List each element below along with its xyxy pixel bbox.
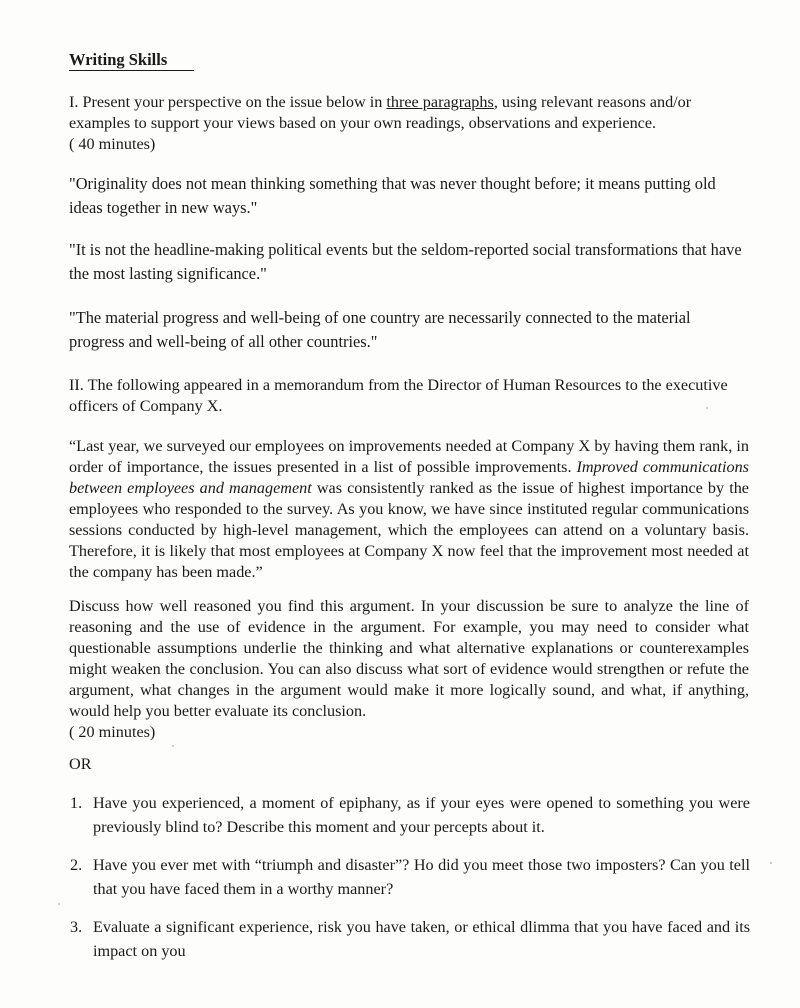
list-item-text: Evaluate a significant experience, risk you have taken, or ethical dlimma that you have faced and its impact on you: [93, 918, 750, 960]
scan-speck: [770, 862, 772, 864]
issue-quote-1: "Originality does not mean thinking something that was never thought before; it means putting old ideas together in new ways.": [69, 174, 716, 217]
memo-paragraph: [69, 436, 749, 583]
section1-intro-pre: I. Present your perspective on the issue below in: [69, 93, 387, 111]
scan-speck: [706, 407, 708, 409]
section2-time: ( 20 minutes): [69, 723, 156, 741]
section2-intro: II. The following appeared in a memorandum from the Director of Human Resources to the executive officers of Company X.: [69, 376, 728, 415]
scan-speck: [172, 745, 174, 747]
list-item-number: 3.: [70, 918, 83, 936]
list-item-text: Have you ever met with “triumph and disaster”? Ho did you meet those two imposters? Can you tell that you have faced them in a worthy manner?: [93, 856, 750, 898]
list-item: [70, 791, 750, 839]
section1-time: ( 40 minutes): [69, 135, 156, 153]
list-item-number: 2.: [70, 856, 83, 874]
section1-instructions: [69, 92, 749, 155]
list-item: [70, 915, 750, 963]
discussion-paragraph: [69, 596, 749, 743]
memo-part-2: was consistently ranked as the issue of highest importance by the employees who responded to the survey. As you know, we have since instituted regular communications sessions conducted by high-level management, which the employees can attend on a voluntary basis. Therefore, it is likely that most employees at Company X now feel that the improvement most needed at the company has been made.”: [69, 479, 749, 581]
memo-italic-phrase: Improved communications between employees and management: [69, 458, 749, 497]
scan-speck: [58, 903, 60, 905]
page-title: Writing Skills: [69, 50, 194, 71]
discussion-text: Discuss how well reasoned you find this argument. In your discussion be sure to analyze the line of reasoning and the use of evidence in the argument. For example, you may need to consider what questionable assumptions underlie the thinking and what alternative explanations or counterexamples might weaken the conclusion. You can also discuss what sort of evidence would strengthen or refute the argument, what changes in the argument would make it more logically sound, and what, if anything, would help you better evaluate its conclusion.: [69, 597, 749, 720]
list-item-number: 1.: [70, 794, 83, 812]
issue-quote-2: "It is not the headline-making political events but the seldom-reported social transformations that have the most lasting significance.": [69, 240, 742, 283]
list-item: [70, 853, 750, 901]
list-item-text: Have you experienced, a moment of epiphany, as if your eyes were opened to something you were previously blind to? Describe this moment and your percepts about it.: [93, 794, 750, 836]
memo-part-1: “Last year, we surveyed our employees on improvements needed at Company X by having them rank, in order of importance, the issues presented in a list of possible improvements.: [69, 437, 749, 476]
section1-intro-post: , using relevant reasons and/or examples to support your views based on your own readings, observations and experience.: [69, 93, 692, 132]
or-label: OR: [69, 755, 92, 773]
section1-intro-underlined: three paragraphs: [386, 93, 494, 111]
issue-quote-3: "The material progress and well-being of one country are necessarily connected to the material progress and well-being of all other countries.": [69, 308, 691, 351]
